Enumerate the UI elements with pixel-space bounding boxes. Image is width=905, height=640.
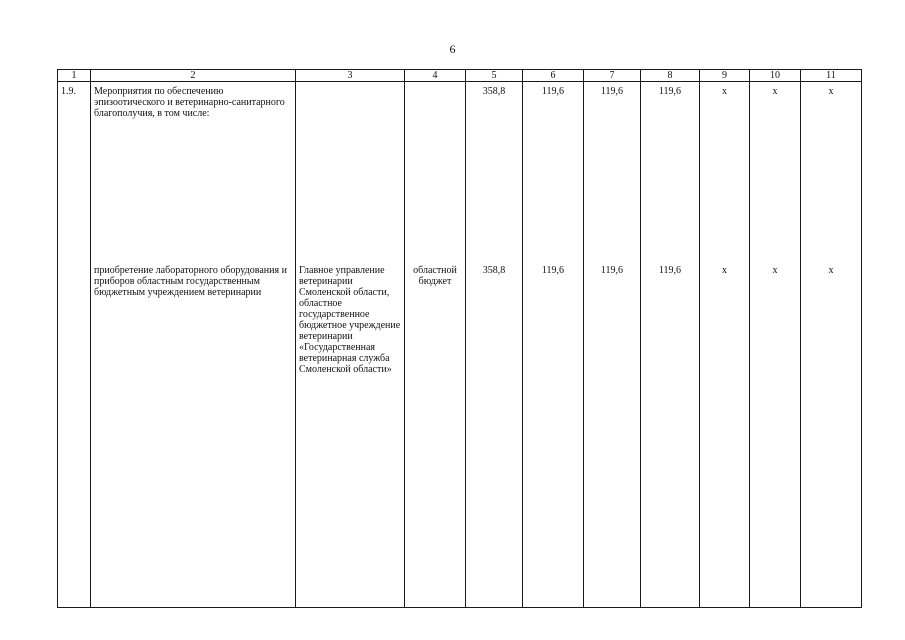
sub-item-value-6: 119,6 [541,265,565,276]
value-cell-10 [750,82,801,608]
program-table [57,69,862,608]
header-cell-5: 5 [466,70,523,82]
sub-item-value-11: х [828,265,834,276]
value-cell-8 [641,82,700,608]
table-row [58,82,862,608]
executor-cell [296,82,405,608]
main-item-value-10: х [772,86,778,97]
main-item-description: Мероприятия по обеспечению эпизоотического и ветеринарно-санитарного благополучия, в том числе: [94,86,285,119]
header-cell-6: 6 [523,70,584,82]
main-item-value-9: х [722,86,727,97]
sub-item-value-10: х [772,265,778,276]
sub-item-description: приобретение лабораторного оборудования и приборов областным государственным бюджетным учреждением ветеринарии [94,265,287,298]
sub-item-funding-source: областной бюджет [413,265,457,287]
header-cell-3: 3 [296,70,405,82]
row-number-cell [58,82,91,608]
value-cell-5 [466,82,523,608]
sub-item-value-total: 358,8 [482,265,506,276]
value-cell-7 [584,82,641,608]
main-item-value-8: 119,6 [658,86,682,97]
header-cell-1: 1 [58,70,91,82]
main-item-value-7: 119,6 [600,86,624,97]
header-cell-2: 2 [91,70,296,82]
description-cell [91,82,296,608]
value-cell-6 [523,82,584,608]
row-number: 1.9. [61,86,76,97]
header-cell-9: 9 [700,70,750,82]
page-number: 6 [449,42,456,56]
main-item-value-total: 358,8 [482,86,506,97]
value-cell-9 [700,82,750,608]
sub-item-value-8: 119,6 [658,265,682,276]
column-number-header [58,70,862,82]
value-cell-11 [801,82,862,608]
header-cell-10: 10 [750,70,801,82]
sub-item-value-7: 119,6 [600,265,624,276]
header-cell-7: 7 [584,70,641,82]
header-cell-8: 8 [641,70,700,82]
main-item-value-11: х [828,86,834,97]
sub-item-executor: Главное управление ветеринарии Смоленской области, областное государственное бюджетное учреждение ветеринарии «Государственная ветеринарная служба Смоленской области» [299,265,401,375]
main-item-value-6: 119,6 [541,86,565,97]
sub-item-value-9: х [722,265,727,276]
header-cell-4: 4 [405,70,466,82]
header-cell-11: 11 [801,70,862,82]
source-cell [405,82,466,608]
